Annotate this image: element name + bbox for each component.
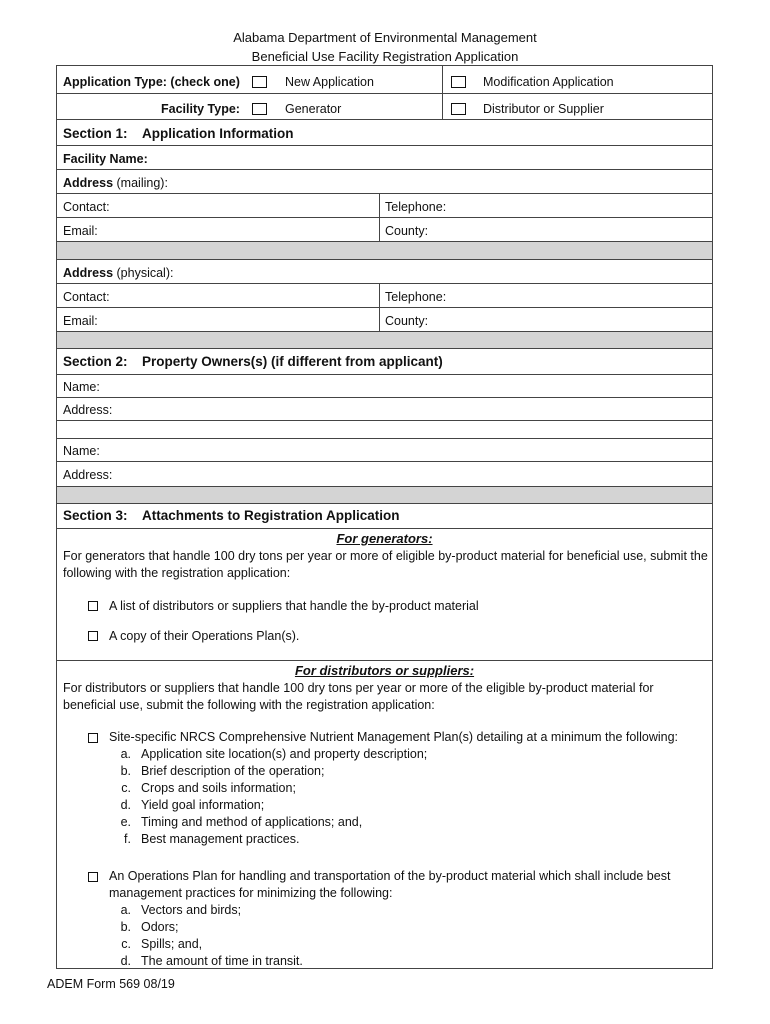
application-type-label: Application Type: (check one) <box>63 75 240 89</box>
sub-item-marker: c. <box>121 781 131 795</box>
sub-item-text: Best management practices. <box>141 832 300 846</box>
facility-type-label: Facility Type: <box>161 102 240 116</box>
generators-item1: A list of distributors or suppliers that handle the by-product material <box>109 599 479 613</box>
sub-item-marker: c. <box>121 937 131 951</box>
distributors-paragraph: For distributors or suppliers that handle 100 dry tons per year or more of the eligible by-product material for beneficial use, submit the following with the registration application: <box>63 681 654 712</box>
generators-item2: A copy of their Operations Plan(s). <box>109 629 300 643</box>
sub-item-text: Odors; <box>141 920 179 934</box>
section2-title: Property Owners(s) (if different from applicant) <box>142 354 443 369</box>
sub-item-text: Application site location(s) and property description; <box>141 747 428 761</box>
mailing-address-label: Address (mailing): <box>63 176 168 190</box>
sub-item-marker: a. <box>120 903 131 917</box>
modification-application-label: Modification Application <box>483 75 614 89</box>
sub-item-marker: e. <box>120 815 131 829</box>
agency-title: Alabama Department of Environmental Management <box>233 30 537 45</box>
facility-name-label: Facility Name: <box>63 152 148 166</box>
physical-email-row <box>57 308 712 332</box>
operations-plan-checkbox[interactable] <box>88 631 98 641</box>
owner-name-label: Name: <box>63 444 100 458</box>
sub-item <box>109 953 303 970</box>
section3-number: Section 3: <box>63 508 128 523</box>
nutrient-plan-checkbox[interactable] <box>88 733 98 743</box>
facility-type-row <box>57 94 712 120</box>
sub-item <box>109 780 296 797</box>
sub-item-text: The amount of time in transit. <box>141 954 303 968</box>
section1-header <box>57 120 712 146</box>
owner-address-extra-row[interactable] <box>57 421 712 439</box>
spacer-row <box>57 242 712 260</box>
email-label: Email: <box>63 224 98 238</box>
sub-item <box>109 902 241 919</box>
form-number: ADEM Form 569 08/19 <box>47 977 175 991</box>
application-type-row <box>57 66 712 94</box>
county-label: County: <box>385 314 429 328</box>
divider <box>379 218 380 241</box>
owner2-address-row[interactable] <box>57 462 712 487</box>
new-application-checkbox[interactable] <box>252 76 267 88</box>
divider <box>442 94 443 119</box>
owner-address-label: Address: <box>63 468 113 482</box>
physical-contact-row <box>57 284 712 308</box>
mailing-email-row <box>57 218 712 242</box>
operations-plan-transport-checkbox[interactable] <box>88 872 98 882</box>
new-application-label: New Application <box>285 75 374 89</box>
distributor-label: Distributor or Supplier <box>483 102 604 116</box>
spacer-row <box>57 332 712 349</box>
distributors-item2-line2: management practices for minimizing the following: <box>109 886 393 900</box>
section2-header <box>57 349 712 375</box>
sub-item <box>109 746 427 763</box>
sub-item <box>109 936 202 953</box>
sub-item-text: Yield goal information; <box>141 798 265 812</box>
telephone-label: Telephone: <box>385 200 447 214</box>
section3-title: Attachments to Registration Application <box>142 508 400 523</box>
contact-label: Contact: <box>63 200 110 214</box>
county-label: County: <box>385 224 429 238</box>
sub-item <box>109 814 362 831</box>
owner1-name-row[interactable] <box>57 375 712 398</box>
generators-block <box>57 529 712 661</box>
physical-address-row[interactable] <box>57 260 712 284</box>
divider <box>442 66 443 93</box>
distributors-block <box>57 661 712 968</box>
form-title: Beneficial Use Facility Registration Application <box>251 49 519 64</box>
owner1-address-row[interactable] <box>57 398 712 421</box>
divider <box>379 284 380 307</box>
distributor-checkbox[interactable] <box>451 103 466 115</box>
distributors-heading: For distributors or suppliers: <box>294 663 475 678</box>
divider <box>379 308 380 331</box>
generators-heading: For generators: <box>336 531 433 546</box>
mailing-contact-row <box>57 194 712 218</box>
section1-number: Section 1: <box>63 126 128 141</box>
contact-label: Contact: <box>63 290 110 304</box>
sub-item-text: Crops and soils information; <box>141 781 296 795</box>
sub-item-marker: a. <box>120 747 131 761</box>
divider <box>379 194 380 217</box>
registration-form <box>56 65 713 969</box>
email-label: Email: <box>63 314 98 328</box>
section1-title: Application Information <box>142 126 294 141</box>
sub-item-text: Brief description of the operation; <box>141 764 325 778</box>
sub-item <box>109 831 299 848</box>
distributor-list-checkbox[interactable] <box>88 601 98 611</box>
telephone-label: Telephone: <box>385 290 447 304</box>
sub-item-marker: b. <box>120 920 131 934</box>
generator-label: Generator <box>285 102 342 116</box>
sub-item-marker: b. <box>120 764 131 778</box>
sub-item <box>109 763 324 780</box>
owner-name-label: Name: <box>63 380 100 394</box>
sub-item <box>109 919 179 936</box>
distributors-item2-line1: An Operations Plan for handling and transportation of the by-product material which shall include best <box>109 869 671 883</box>
generators-paragraph: For generators that handle 100 dry tons per year or more of eligible by-product material for beneficial use, submit the following with the registration application: <box>63 549 708 580</box>
sub-item-text: Spills; and, <box>141 937 203 951</box>
sub-item-marker: d. <box>120 798 131 812</box>
modification-application-checkbox[interactable] <box>451 76 466 88</box>
sub-item-text: Timing and method of applications; and, <box>141 815 363 829</box>
sub-item-marker: f. <box>124 832 131 846</box>
facility-name-row[interactable] <box>57 146 712 170</box>
section3-header <box>57 504 712 529</box>
mailing-address-row[interactable] <box>57 170 712 194</box>
distributors-item1: Site-specific NRCS Comprehensive Nutrient Management Plan(s) detailing at a minimum the following: <box>109 730 678 744</box>
sub-item-marker: d. <box>120 954 131 968</box>
owner-address-label: Address: <box>63 403 113 417</box>
owner2-name-row[interactable] <box>57 439 712 462</box>
sub-item-text: Vectors and birds; <box>141 903 242 917</box>
spacer-row <box>57 487 712 504</box>
generator-checkbox[interactable] <box>252 103 267 115</box>
section2-number: Section 2: <box>63 354 128 369</box>
physical-address-label: Address (physical): <box>63 266 174 280</box>
sub-item <box>109 797 264 814</box>
